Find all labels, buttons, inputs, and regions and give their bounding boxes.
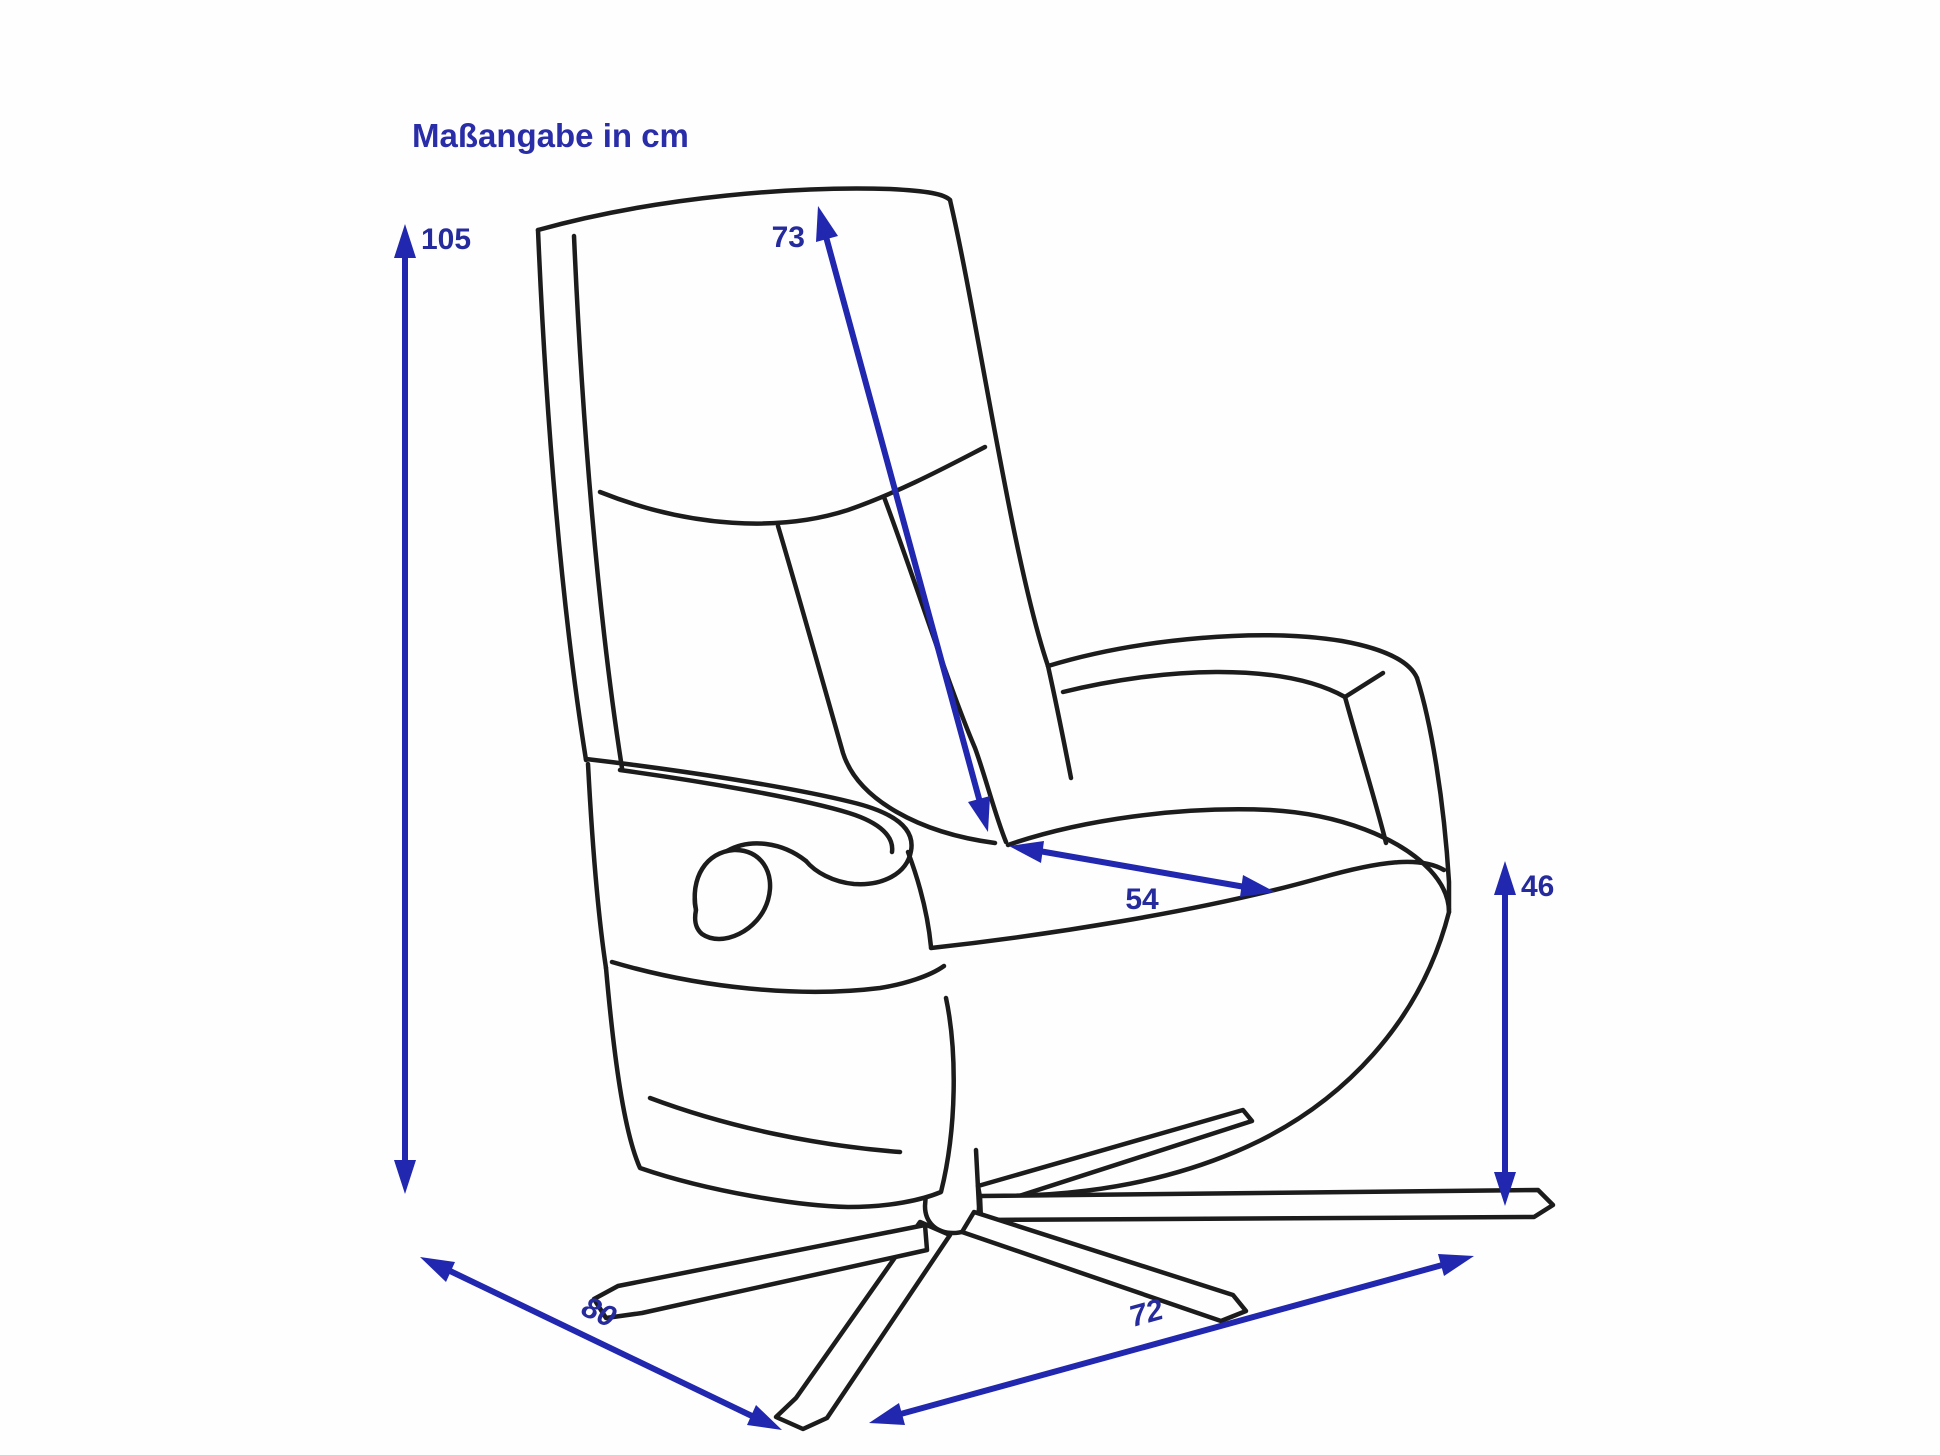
right-armrest-inner-seam xyxy=(1063,672,1345,697)
dimension-arrow-backrest-length xyxy=(816,206,990,832)
left-silhouette-lower xyxy=(588,764,606,968)
arrowhead-46-top xyxy=(1494,861,1516,895)
base-spoke-front-right xyxy=(962,1212,1246,1321)
label-seat-height: 46 xyxy=(1521,870,1555,903)
arrowhead-72-right xyxy=(1438,1254,1474,1276)
arrowhead-80-left xyxy=(420,1257,455,1282)
backrest-right-edge xyxy=(950,200,1048,666)
arrowhead-105-bottom xyxy=(394,1160,416,1194)
label-total-depth: 80 xyxy=(576,1290,621,1335)
arrowhead-73-bottom xyxy=(968,796,990,832)
label-total-height: 105 xyxy=(421,223,472,256)
arrowhead-73-top xyxy=(816,206,838,242)
backrest-left-seam xyxy=(574,236,622,768)
base-spoke-right xyxy=(980,1190,1553,1220)
arrowhead-105-top xyxy=(394,224,416,258)
dim-line-73 xyxy=(822,222,984,817)
left-armrest-cutout xyxy=(695,850,770,939)
diagram-labels xyxy=(412,117,1554,1335)
dimension-arrow-total-height xyxy=(394,224,416,1194)
dimension-arrow-seat-height xyxy=(1494,861,1516,1206)
backrest-top-edge xyxy=(538,188,950,230)
seat-left-edge xyxy=(908,852,931,947)
body-bottom-edge xyxy=(941,912,1449,1196)
label-total-width: 72 xyxy=(1125,1293,1167,1334)
chair-line-art xyxy=(538,188,1553,1429)
headrest-seam xyxy=(600,447,985,524)
arrowhead-72-left xyxy=(869,1403,905,1425)
label-backrest-length: 73 xyxy=(771,221,805,254)
arrowhead-54-right xyxy=(1240,875,1275,897)
label-seat-depth: 54 xyxy=(1125,883,1159,916)
right-armrest-inner-edge xyxy=(1345,697,1386,843)
diagram-title: Maßangabe in cm xyxy=(412,117,689,154)
right-armrest-corner-seam xyxy=(1345,673,1383,697)
left-side-panel xyxy=(606,968,954,1207)
dimension-annotations xyxy=(394,206,1516,1430)
backrest-right-lower-edge xyxy=(1048,666,1071,778)
dim-line-54 xyxy=(1039,851,1245,887)
backrest-vertical-seam-left xyxy=(778,526,995,843)
